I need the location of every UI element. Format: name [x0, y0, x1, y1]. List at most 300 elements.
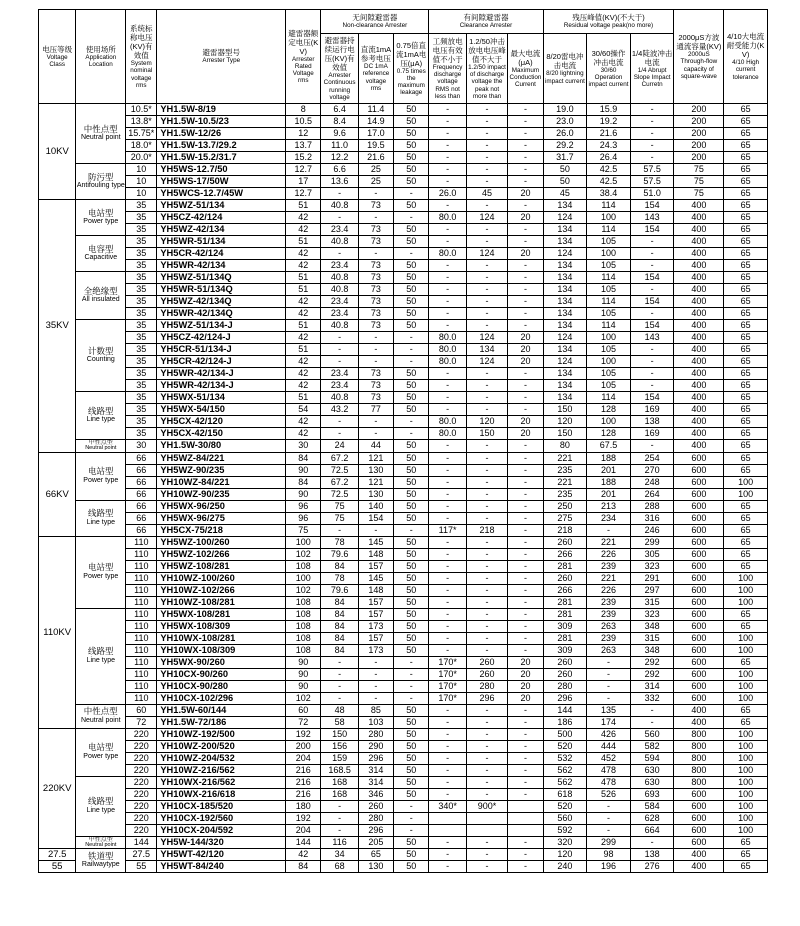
value-cell: 134 [543, 368, 587, 380]
header-label-zh: 4/10大电流耐受能力(KV) [726, 32, 765, 60]
value-cell: 100 [724, 680, 768, 692]
value-cell: 154 [630, 224, 674, 236]
value-cell: 400 [674, 308, 724, 320]
value-cell: 192 [286, 812, 321, 824]
header-label-en: Arrester Rated Voltage rms [292, 55, 315, 85]
value-cell: 154 [630, 296, 674, 308]
value-cell: 180 [286, 800, 321, 812]
application-label-zh: 电容型 [88, 243, 114, 254]
value-cell: - [394, 656, 429, 668]
value-cell: - [429, 296, 466, 308]
value-cell: - [358, 680, 393, 692]
value-cell: 800 [674, 776, 724, 788]
value-cell: - [466, 380, 508, 392]
value-cell: 260 [543, 536, 587, 548]
value-cell: 6.4 [321, 104, 358, 116]
value-cell: 105 [587, 368, 631, 380]
value-cell: - [358, 524, 393, 536]
value-cell: 50 [394, 224, 429, 236]
value-cell: 150 [321, 728, 358, 740]
value-cell: 288 [630, 500, 674, 512]
value-cell: 58 [321, 716, 358, 728]
value-cell: 400 [674, 440, 724, 453]
value-cell: 110 [126, 596, 157, 608]
value-cell: - [466, 296, 508, 308]
table-row [39, 620, 768, 632]
value-cell: - [630, 716, 674, 728]
header-label-en: Maximum Conduction Current [509, 66, 542, 89]
arrester-type-cell: YH10WX-108/281 [157, 632, 286, 644]
value-cell: - [630, 284, 674, 296]
value-cell: - [429, 488, 466, 500]
table-row [39, 284, 768, 296]
header-label-zh: 30/60操作冲击电流 [591, 48, 626, 67]
value-cell: - [429, 548, 466, 560]
value-cell: 35 [126, 212, 157, 224]
value-cell: 65 [724, 836, 768, 849]
application-label-en: Power type [83, 476, 119, 484]
value-cell: 124 [466, 248, 508, 260]
value-cell: 65 [724, 500, 768, 512]
application-cell [76, 452, 126, 500]
value-cell: 124 [543, 212, 587, 224]
value-cell: 600 [674, 536, 724, 548]
table-row [39, 152, 768, 164]
value-cell: 664 [630, 824, 674, 836]
value-cell [466, 812, 508, 824]
arrester-type-cell: YH1.5W-15.2/31.7 [157, 152, 286, 164]
value-cell: 65 [724, 236, 768, 248]
value-cell: 50 [394, 464, 429, 476]
value-cell: 168 [321, 776, 358, 788]
value-cell: - [429, 236, 466, 248]
value-cell: - [394, 800, 429, 812]
value-cell: 50 [394, 632, 429, 644]
value-cell: 65 [724, 416, 768, 428]
value-cell: - [508, 452, 543, 464]
value-cell: 19.0 [543, 104, 587, 116]
application-label-en: Capacitive [84, 254, 118, 262]
application-label-en: Counting [86, 356, 115, 364]
value-cell: 50 [394, 404, 429, 416]
value-cell: - [466, 176, 508, 188]
value-cell: - [508, 392, 543, 404]
value-cell: - [466, 536, 508, 548]
value-cell: 51 [286, 320, 321, 332]
value-cell: - [429, 536, 466, 548]
value-cell: 96 [286, 512, 321, 524]
value-cell: - [394, 692, 429, 704]
value-cell: - [508, 272, 543, 284]
value-cell: - [429, 704, 466, 716]
header-label-en: 30/60 Operation impact current [588, 66, 629, 89]
table-row [39, 716, 768, 728]
value-cell: - [508, 104, 543, 116]
value-cell: 35 [126, 404, 157, 416]
application-label-zh: 线路型 [88, 646, 114, 657]
value-cell: 600 [674, 812, 724, 824]
value-cell: 400 [674, 849, 724, 861]
header-label-en: 1.2/50 impact of discharge voltage the peak not more than [468, 64, 506, 100]
arrester-type-cell: YH5WZ-42/134 [157, 224, 286, 236]
value-cell: 50 [394, 296, 429, 308]
value-cell: 110 [126, 680, 157, 692]
value-cell: 50 [394, 861, 429, 873]
value-cell: 114 [587, 320, 631, 332]
header-label-zh: 残压峰值(KV)(不大于) [572, 13, 645, 23]
arrester-type-cell: YH5WR-42/134-J [157, 368, 286, 380]
value-cell: - [429, 272, 466, 284]
value-cell: 234 [587, 512, 631, 524]
value-cell: - [429, 584, 466, 596]
value-cell: 114 [587, 200, 631, 212]
value-cell: 19.5 [358, 140, 393, 152]
value-cell: 216 [286, 788, 321, 800]
value-cell: 159 [321, 752, 358, 764]
value-cell: 79.6 [321, 548, 358, 560]
value-cell: 43.2 [321, 404, 358, 416]
value-cell: 42.5 [587, 164, 631, 176]
value-cell: 50 [394, 128, 429, 140]
value-cell: 130 [358, 488, 393, 500]
value-cell: 693 [630, 788, 674, 800]
header-label-zh: 系统标称电压(KV)有效值 [130, 24, 153, 61]
arrester-type-cell: YH10WX-216/618 [157, 788, 286, 800]
value-cell: 280 [358, 728, 393, 740]
value-cell: 108 [286, 560, 321, 572]
value-cell: 40.8 [321, 320, 358, 332]
value-cell: 42 [286, 260, 321, 272]
arrester-type-cell: YH5WR-51/134Q [157, 284, 286, 296]
value-cell: 201 [587, 464, 631, 476]
value-cell: 500 [543, 728, 587, 740]
arrester-type-cell: YH5CX-42/120 [157, 416, 286, 428]
value-cell: 66 [126, 488, 157, 500]
application-label-zh: 计数型 [88, 345, 114, 356]
value-cell: 75 [674, 164, 724, 176]
value-cell: 66 [126, 464, 157, 476]
col-header-impulse-discharge [466, 34, 508, 104]
value-cell: 73 [358, 392, 393, 404]
value-cell: 11.0 [321, 140, 358, 152]
value-cell: 10 [126, 164, 157, 176]
application-label-zh: 中性点型 [83, 123, 118, 134]
value-cell: - [358, 332, 393, 344]
value-cell: 105 [587, 308, 631, 320]
value-cell: - [466, 308, 508, 320]
value-cell: - [429, 320, 466, 332]
value-cell: 600 [674, 788, 724, 800]
value-cell: - [466, 128, 508, 140]
value-cell: 134 [466, 344, 508, 356]
value-cell: 34 [321, 849, 358, 861]
group-header-non-clearance [321, 10, 429, 34]
value-cell: 60 [126, 704, 157, 716]
application-label-en: Line type [86, 656, 115, 664]
value-cell: 213 [587, 500, 631, 512]
value-cell: 23.4 [321, 224, 358, 236]
value-cell: 12.7 [286, 164, 321, 176]
value-cell: 12.7 [286, 188, 321, 200]
value-cell: 520 [543, 800, 587, 812]
value-cell: 618 [543, 788, 587, 800]
value-cell: 157 [358, 608, 393, 620]
value-cell: - [394, 680, 429, 692]
arrester-type-cell: YH5CZ-42/124-J [157, 332, 286, 344]
header-label-zh: 使用场所 [85, 44, 116, 54]
header-label-en: Voltage Class [46, 53, 68, 68]
value-cell: 110 [126, 632, 157, 644]
value-cell: 216 [286, 776, 321, 788]
value-cell: - [508, 512, 543, 524]
value-cell: - [466, 764, 508, 776]
arrester-type-cell: YH1.5W-12/26 [157, 128, 286, 140]
value-cell: 73 [358, 224, 393, 236]
table-row [39, 260, 768, 272]
value-cell: - [508, 728, 543, 740]
table-row [39, 608, 768, 620]
value-cell: 35 [126, 224, 157, 236]
value-cell: - [508, 861, 543, 873]
value-cell: 315 [630, 596, 674, 608]
value-cell: 72 [286, 716, 321, 728]
value-cell: 78 [321, 572, 358, 584]
value-cell: 35 [126, 272, 157, 284]
header-label-en: Arrester Type [202, 57, 241, 65]
value-cell: 600 [674, 500, 724, 512]
value-cell: 220 [126, 752, 157, 764]
value-cell: 201 [587, 488, 631, 500]
value-cell: - [321, 812, 358, 824]
value-cell: 400 [674, 344, 724, 356]
value-cell: - [429, 260, 466, 272]
value-cell: 98 [587, 849, 631, 861]
value-cell: - [508, 200, 543, 212]
value-cell: - [508, 128, 543, 140]
value-cell: 42 [286, 296, 321, 308]
voltage-class-cell: 35KV [39, 200, 76, 453]
arrester-type-cell: YH5WX-90/260 [157, 656, 286, 668]
value-cell: - [429, 116, 466, 128]
value-cell: 600 [674, 584, 724, 596]
col-header-dc-1ma-voltage [358, 34, 393, 104]
value-cell: - [321, 416, 358, 428]
value-cell: 314 [630, 680, 674, 692]
value-cell: - [429, 728, 466, 740]
value-cell: 400 [674, 260, 724, 272]
value-cell: 65 [724, 380, 768, 392]
value-cell: 80.0 [429, 248, 466, 260]
value-cell: 84 [286, 476, 321, 488]
table-row [39, 728, 768, 740]
value-cell: 65 [724, 464, 768, 476]
value-cell: 600 [674, 824, 724, 836]
value-cell: 50 [394, 788, 429, 800]
value-cell: 478 [587, 776, 631, 788]
value-cell: 296 [543, 692, 587, 704]
value-cell: 124 [543, 332, 587, 344]
value-cell: - [429, 452, 466, 464]
value-cell: 54 [286, 404, 321, 416]
value-cell: - [429, 284, 466, 296]
value-cell: - [429, 620, 466, 632]
value-cell: - [508, 440, 543, 453]
col-header-application [76, 10, 126, 104]
value-cell: - [321, 800, 358, 812]
value-cell: 100 [724, 476, 768, 488]
header-label-zh: 避雷器型号 [202, 48, 240, 58]
value-cell: 85 [358, 704, 393, 716]
table-row [39, 404, 768, 416]
value-cell: 100 [587, 212, 631, 224]
value-cell: 65 [724, 140, 768, 152]
value-cell: 309 [543, 620, 587, 632]
value-cell: 105 [587, 380, 631, 392]
value-cell: 305 [630, 548, 674, 560]
value-cell: 100 [724, 812, 768, 824]
value-cell: 600 [674, 644, 724, 656]
value-cell: 23.4 [321, 260, 358, 272]
header-label-zh: 无间隙避雷器 [352, 13, 398, 23]
value-cell: 400 [674, 380, 724, 392]
value-cell: 100 [724, 584, 768, 596]
value-cell: - [429, 104, 466, 116]
value-cell: 400 [674, 272, 724, 284]
arrester-type-cell: YH10WX-216/562 [157, 776, 286, 788]
value-cell: 50 [394, 644, 429, 656]
value-cell: 102 [286, 692, 321, 704]
table-row [39, 632, 768, 644]
value-cell: 400 [674, 332, 724, 344]
value-cell: 169 [630, 428, 674, 440]
arrester-type-cell: YH10WZ-192/500 [157, 728, 286, 740]
value-cell: 65 [724, 200, 768, 212]
arrester-type-cell: YH5WT-84/240 [157, 861, 286, 873]
table-row [39, 296, 768, 308]
value-cell: 65 [724, 164, 768, 176]
value-cell: 239 [587, 596, 631, 608]
value-cell: 400 [674, 404, 724, 416]
header-label-zh: 电压等级 [42, 44, 73, 54]
value-cell: 148 [358, 548, 393, 560]
value-cell: - [508, 740, 543, 752]
value-cell: - [429, 404, 466, 416]
col-header-arrester-type [157, 10, 286, 104]
value-cell: 600 [674, 668, 724, 680]
value-cell: 84 [321, 632, 358, 644]
value-cell: 134 [543, 320, 587, 332]
value-cell: 220 [126, 788, 157, 800]
value-cell: 65 [724, 104, 768, 116]
value-cell: 73 [358, 272, 393, 284]
value-cell: 297 [630, 584, 674, 596]
value-cell: 20 [508, 428, 543, 440]
group-header-clearance [429, 10, 543, 34]
value-cell: 200 [674, 128, 724, 140]
value-cell: 248 [630, 476, 674, 488]
header-label-zh: 直流1mA参考电压 [360, 45, 392, 64]
value-cell: - [508, 224, 543, 236]
value-cell: 168 [321, 788, 358, 800]
arrester-type-cell: YH5CR-42/124 [157, 248, 286, 260]
value-cell: - [508, 152, 543, 164]
arrester-type-cell: YH5WT-42/120 [157, 849, 286, 861]
table-row [39, 572, 768, 584]
value-cell: 80.0 [429, 212, 466, 224]
value-cell: - [466, 260, 508, 272]
value-cell: - [466, 164, 508, 176]
value-cell: 124 [466, 356, 508, 368]
value-cell: 600 [674, 680, 724, 692]
value-cell: 50 [394, 272, 429, 284]
value-cell: 124 [466, 212, 508, 224]
value-cell: 100 [724, 728, 768, 740]
header-label-en: 1/4 Abrupt Slope Impact Curretn [633, 66, 671, 89]
value-cell: 42 [286, 308, 321, 320]
value-cell: 26.0 [543, 128, 587, 140]
value-cell: - [429, 140, 466, 152]
header-label-zh: 工频放电电压有效值不小于 [432, 37, 463, 65]
value-cell: 292 [630, 656, 674, 668]
value-cell: 12 [286, 128, 321, 140]
arrester-type-cell: YH10CX-192/560 [157, 812, 286, 824]
value-cell: 120 [543, 849, 587, 861]
table-row [39, 836, 768, 849]
application-label-en: Line type [86, 416, 115, 424]
value-cell: 65 [724, 212, 768, 224]
value-cell: 35 [126, 332, 157, 344]
value-cell: - [587, 824, 631, 836]
value-cell: 117* [429, 524, 466, 536]
value-cell: 50 [394, 620, 429, 632]
value-cell: 57.5 [630, 176, 674, 188]
value-cell: - [508, 176, 543, 188]
value-cell: 154 [358, 512, 393, 524]
arrester-type-cell: YH5WZ-100/260 [157, 536, 286, 548]
value-cell: - [630, 440, 674, 453]
value-cell: 90 [286, 668, 321, 680]
value-cell: - [466, 849, 508, 861]
value-cell: - [466, 716, 508, 728]
value-cell: 260 [543, 668, 587, 680]
table-row [39, 584, 768, 596]
value-cell: 800 [674, 764, 724, 776]
value-cell: 50 [394, 140, 429, 152]
value-cell: 20 [508, 212, 543, 224]
application-label-en: Power type [83, 752, 119, 760]
value-cell: 100 [724, 800, 768, 812]
application-label-en: Power type [83, 572, 119, 580]
value-cell: 600 [674, 608, 724, 620]
value-cell: 100 [724, 632, 768, 644]
value-cell: 66 [126, 476, 157, 488]
value-cell: 346 [358, 788, 393, 800]
value-cell: 50 [394, 116, 429, 128]
value-cell: 67.2 [321, 476, 358, 488]
voltage-class-cell: 66KV [39, 452, 76, 536]
value-cell: 73 [358, 296, 393, 308]
application-label-en: Line type [86, 518, 115, 526]
value-cell: 96 [286, 500, 321, 512]
arrester-type-cell: YH1.5W-8/19 [157, 104, 286, 116]
value-cell: 154 [630, 272, 674, 284]
value-cell: 114 [587, 392, 631, 404]
value-cell: 532 [543, 752, 587, 764]
value-cell: - [508, 164, 543, 176]
value-cell: 221 [543, 452, 587, 464]
value-cell: 20 [508, 692, 543, 704]
value-cell: 400 [674, 248, 724, 260]
